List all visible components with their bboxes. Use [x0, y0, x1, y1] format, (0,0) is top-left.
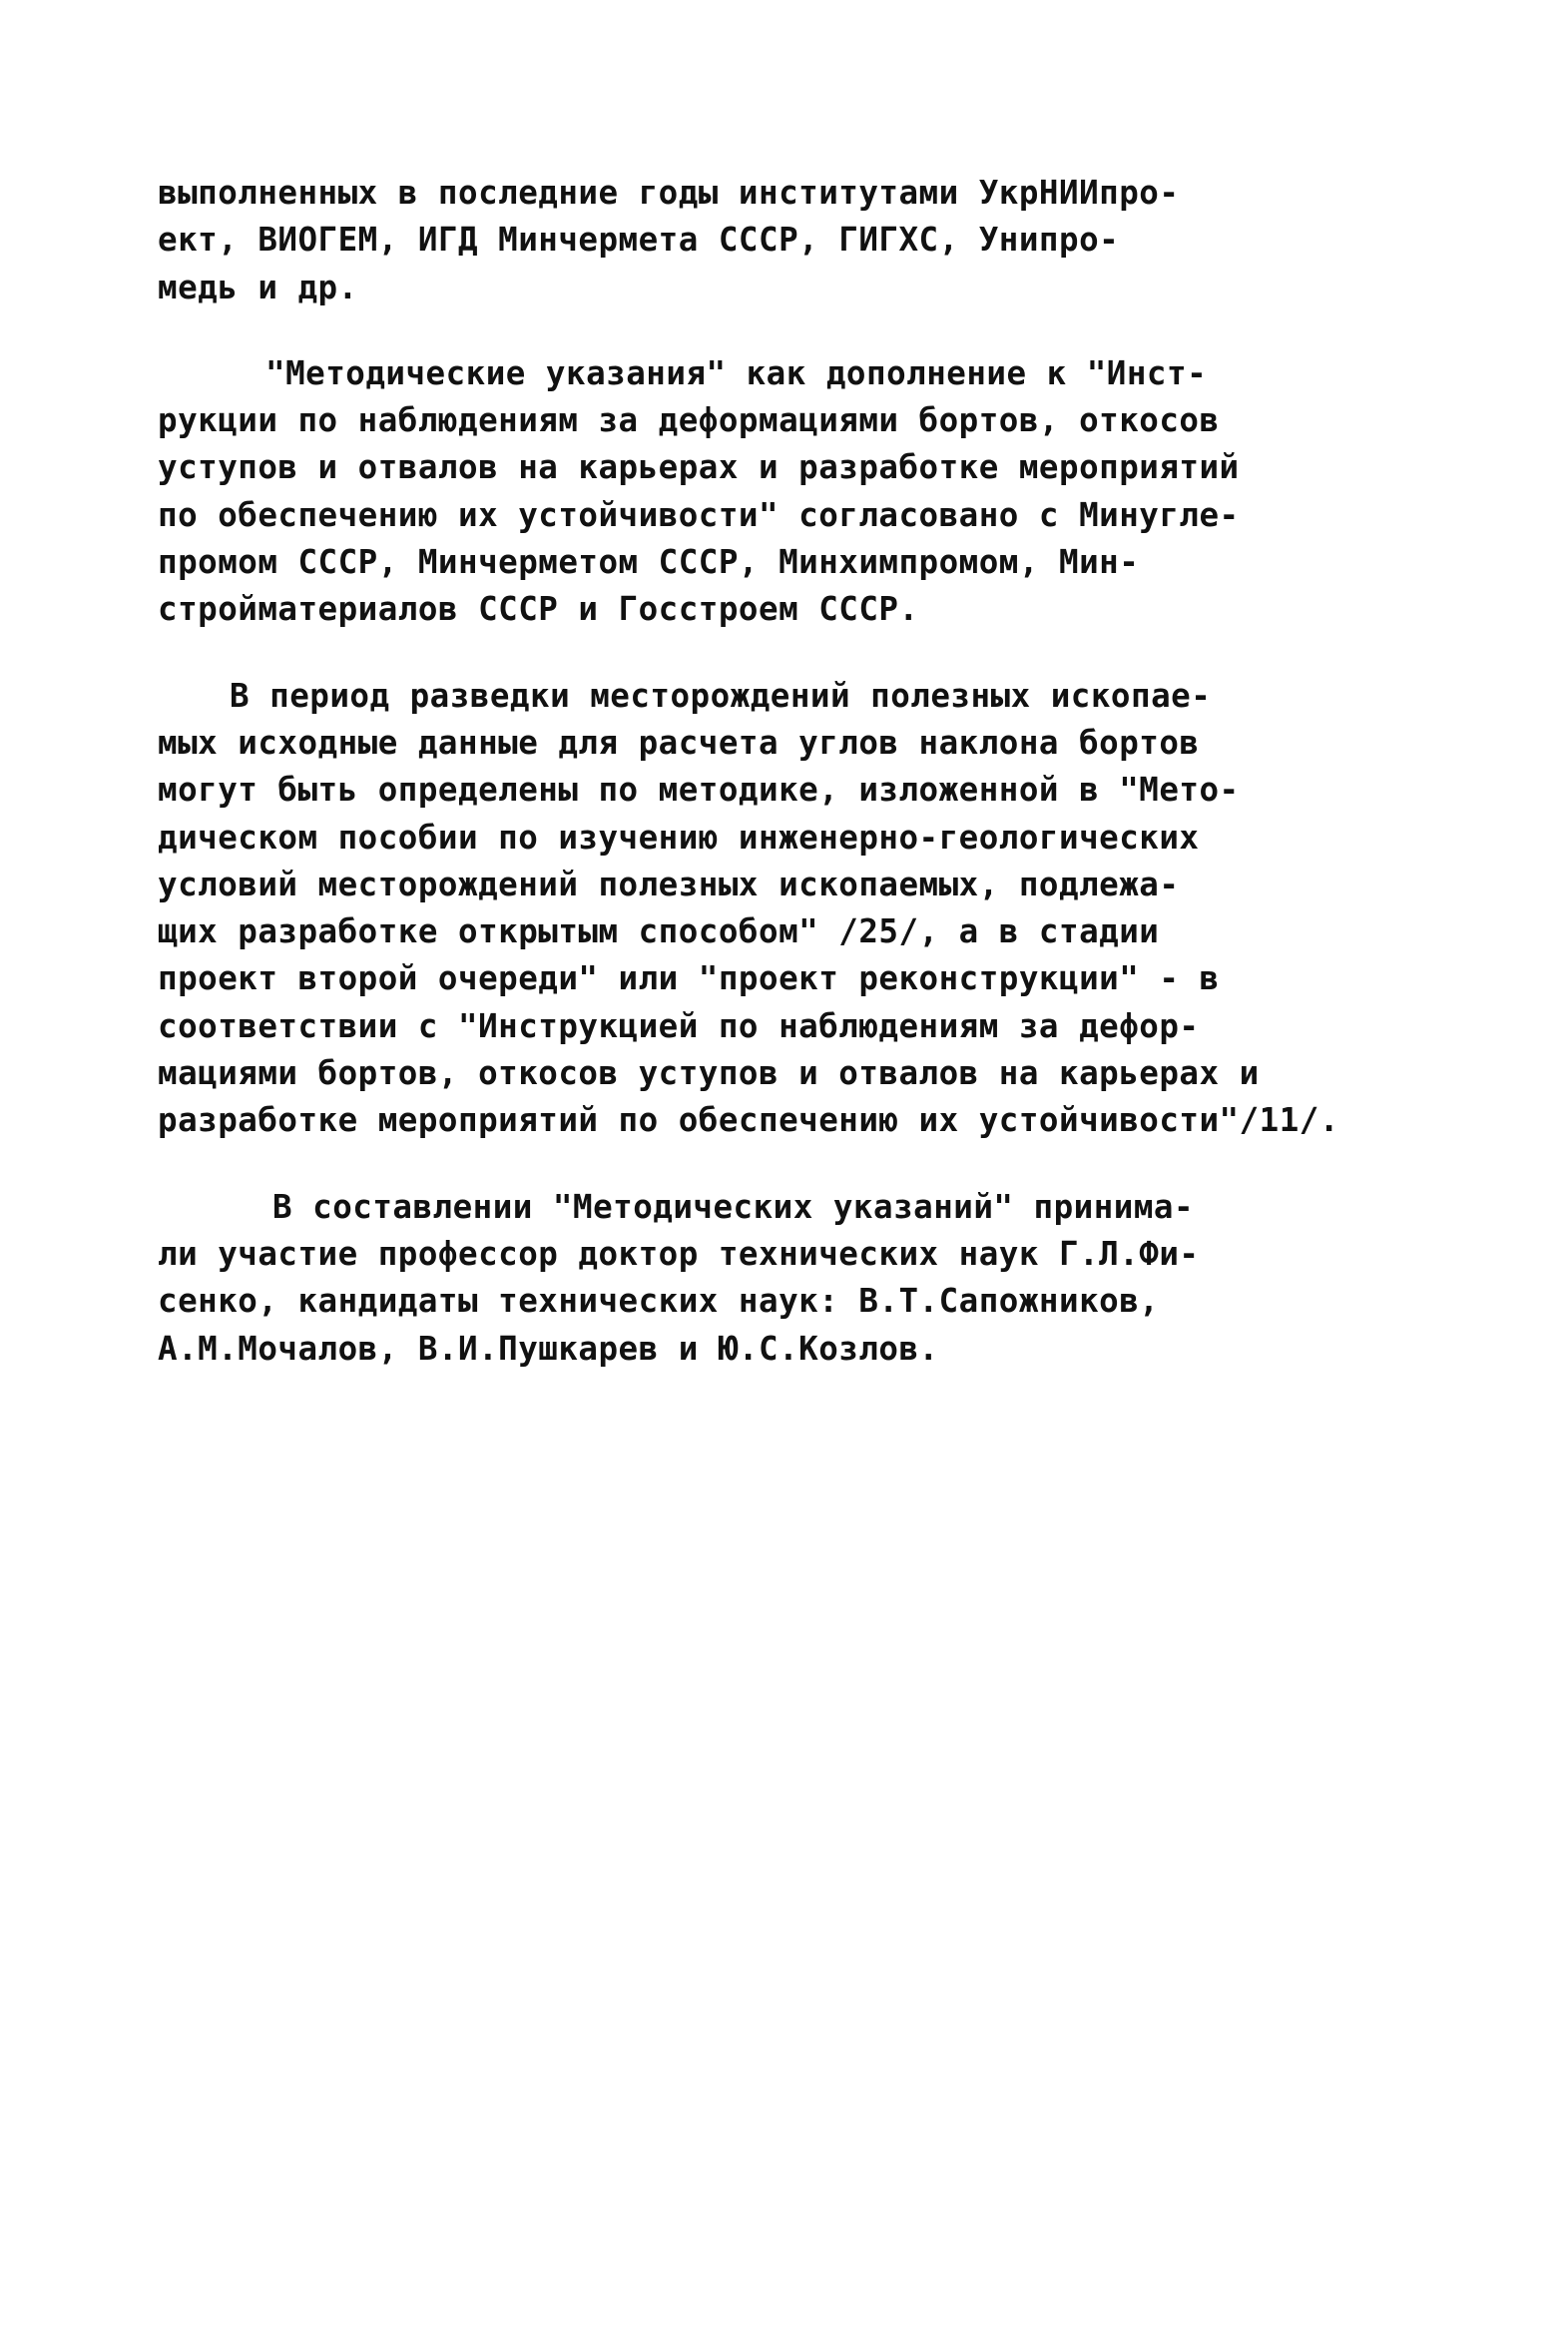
text-line: "Методические указания" как дополнение к "Инст-	[265, 353, 1208, 392]
text-line: уступов и отвалов на карьерах и разработке мероприятий	[158, 448, 1240, 487]
text-line: могут быть определены по методике, изложенной в "Мето-	[158, 771, 1240, 810]
paragraph-4	[158, 1184, 1455, 1373]
text-line: ект, ВИОГЕМ, ИГД Минчермета СССР, ГИГХС, Унипро-	[158, 221, 1120, 260]
text-line: А.М.Мочалов, В.И.Пушкарев и Ю.С.Козлов.	[158, 1329, 939, 1368]
text-line: проект второй очереди" или "проект реконструкции" - в	[158, 959, 1220, 998]
text-line: рукции по наблюдениям за деформациями бортов, откосов	[158, 401, 1220, 440]
text-line: В период разведки месторождений полезных ископае-	[230, 676, 1212, 715]
text-line: промом СССР, Минчерметом СССР, Минхимпромом, Мин-	[158, 543, 1140, 582]
text-line: медь и др.	[158, 268, 358, 306]
paragraph-3	[158, 673, 1455, 1145]
text-line: условий месторождений полезных ископаемых, подлежа-	[158, 865, 1180, 903]
text-line: соответствии с "Инструкцией по наблюдениям за дефор-	[158, 1006, 1200, 1045]
paragraph-2	[158, 350, 1455, 634]
text-line: щих разработке открытым способом" /25/, а в стадии	[158, 912, 1160, 951]
text-line: разработке мероприятий по обеспечению их устойчивости"/11/.	[158, 1101, 1339, 1140]
text-line: мых исходные данные для расчета углов наклона бортов	[158, 723, 1200, 762]
document-text	[158, 170, 1455, 1412]
text-line: сенко, кандидаты технических наук: В.Т.Сапожников,	[158, 1282, 1160, 1321]
text-line: по обеспечению их устойчивости" согласовано с Минугле-	[158, 495, 1240, 534]
paragraph-1	[158, 170, 1455, 311]
text-line: мациями бортов, откосов уступов и отвалов на карьерах и	[158, 1054, 1260, 1093]
text-line: стройматериалов СССР и Госстроем СССР.	[158, 590, 919, 629]
text-line: дическом пособии по изучению инженерно-геологических	[158, 818, 1200, 857]
text-line: ли участие профессор доктор технических наук Г.Л.Фи-	[158, 1234, 1200, 1273]
text-line: выполненных в последние годы институтами УкрНИИпро-	[158, 174, 1180, 212]
text-line: В составлении "Методических указаний" принима-	[272, 1187, 1195, 1226]
